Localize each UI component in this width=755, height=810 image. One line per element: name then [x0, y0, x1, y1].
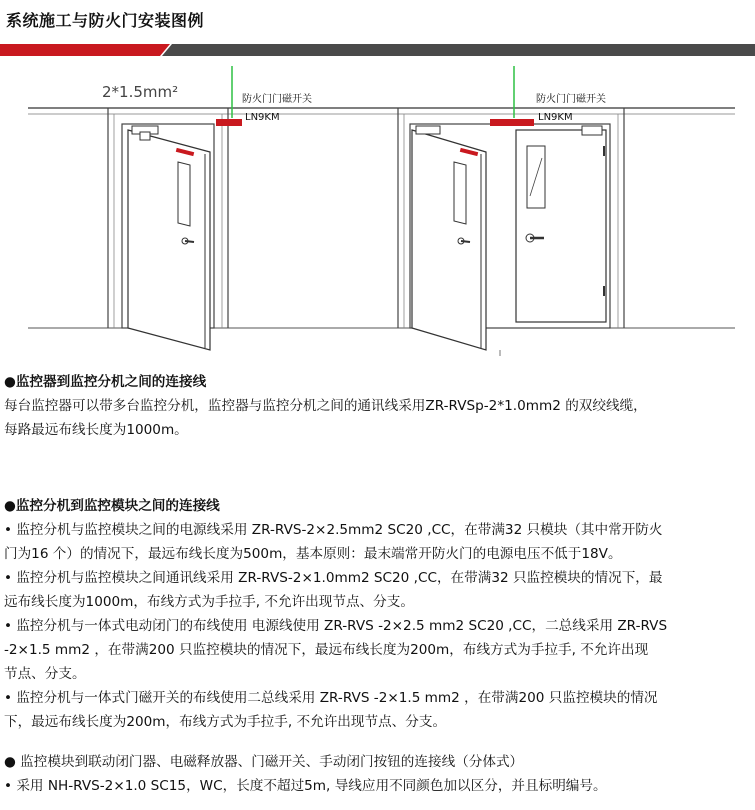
left-model-label: LN9KM — [245, 112, 280, 123]
section-2-line-4: 远布线长度为1000m，布线方式为手拉手, 不允许出现节点、分支。 — [4, 594, 414, 610]
right-model-label: LN9KM — [538, 112, 573, 123]
section-2-line-5: • 监控分机与一体式电动闭门的布线使用 电源线使用 ZR-RVS -2×2.5 mm2 SC20 ,CC，二总线采用 ZR-RVS — [4, 618, 668, 634]
section-1-line-2: 每路最远布线长度为1000m。 — [4, 422, 188, 438]
left-switch-label: 防火门门磁开关 — [242, 94, 312, 105]
section-2-heading: ●监控分机到监控模块之间的连接线 — [4, 498, 220, 514]
section-2-line-7: 节点、分支。 — [4, 666, 86, 682]
section-2-line-3: • 监控分机与监控模块之间通讯线采用 ZR-RVS-2×1.0mm2 SC20 ,CC，在带满32 只监控模块的情况下，最 — [4, 570, 663, 586]
title-divider-bar — [0, 44, 755, 56]
section-2-line-9: 下，最远布线长度为200m，布线方式为手拉手, 不允许出现节点、分支。 — [4, 714, 447, 730]
section-2-line-2: 门为16 个）的情况下，最远布线长度为500m，基本原则：最末端常开防火门的电源电压不低于18V。 — [4, 546, 622, 562]
section-3-line-1: • 采用 NH-RVS-2×1.0 SC15，WC，长度不超过5m, 导线应用不同颜色加以区分，并且标明编号。 — [4, 778, 607, 794]
section-3-heading: ● 监控模块到联动闭门器、电磁释放器、门磁开关、手动闭门按钮的连接线（分体式） — [4, 754, 524, 770]
section-1-heading: ●监控器到监控分机之间的连接线 — [4, 374, 207, 390]
section-2-line-8: • 监控分机与一体式门磁开关的布线使用二总线采用 ZR-RVS -2×1.5 mm2 ，在带满200 只监控模块的情况 — [4, 690, 658, 706]
section-2-line-6: -2×1.5 mm2 ，在带满200 只监控模块的情况下，最远布线长度为200m，布线方式为手拉手, 不允许出现 — [4, 642, 649, 658]
section-1-line-1: 每台监控器可以带多台监控分机，监控器与监控分机之间的通讯线采用ZR-RVSp-2*1.0mm2 的双绞线缆， — [4, 398, 647, 414]
fire-door-installation-diagram — [0, 66, 755, 366]
page-title: 系统施工与防火门安装图例 — [6, 11, 205, 30]
right-switch-label: 防火门门磁开关 — [536, 94, 606, 105]
cable-dimension-label: 2*1.5mm² — [102, 83, 179, 101]
section-2-line-1: • 监控分机与监控模块之间的电源线采用 ZR-RVS-2×2.5mm2 SC20 ,CC，在带满32 只模块（其中常开防火 — [4, 522, 663, 538]
